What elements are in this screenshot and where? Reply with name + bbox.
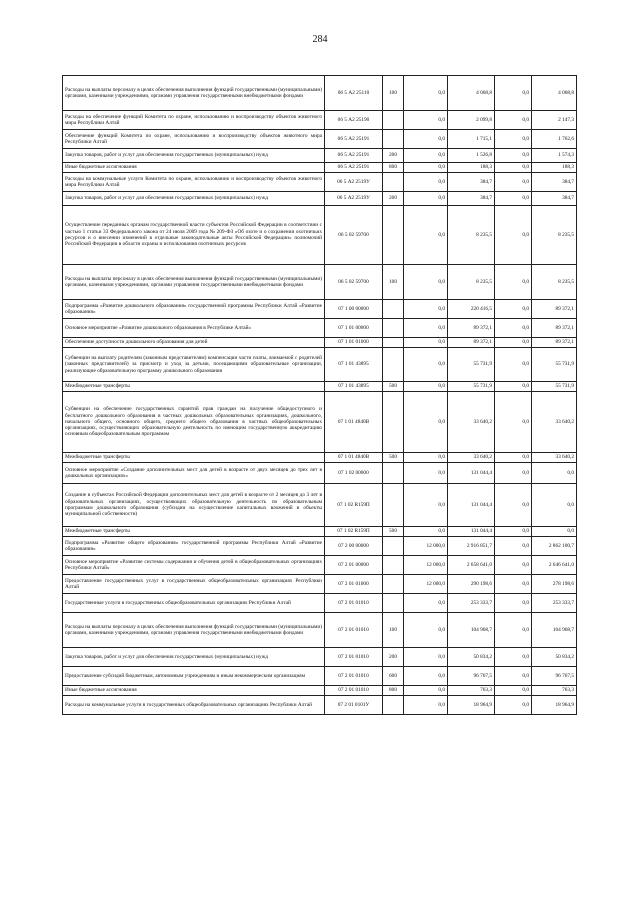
row-value-1: 0,0 bbox=[404, 265, 448, 300]
row-value-1: 0,0 bbox=[404, 338, 448, 348]
row-value-1: 0,0 bbox=[404, 130, 448, 149]
table-row bbox=[63, 594, 577, 613]
row-expense-type: 100 bbox=[383, 613, 404, 648]
table-row bbox=[63, 556, 577, 575]
row-expense-type bbox=[383, 300, 404, 319]
row-value-2: 763,3 bbox=[448, 686, 495, 696]
row-name: Межбюджетные трансферты bbox=[63, 453, 325, 463]
row-value-4: 96 767,5 bbox=[532, 667, 577, 686]
row-value-1: 12 000,0 bbox=[404, 556, 448, 575]
row-value-4: 33 640,2 bbox=[532, 392, 577, 453]
row-value-3: 0,0 bbox=[495, 173, 532, 192]
row-value-3: 0,0 bbox=[495, 265, 532, 300]
row-code: 06 5 02 59700 bbox=[325, 265, 383, 300]
row-value-4: 384,7 bbox=[532, 192, 577, 206]
row-value-1: 0,0 bbox=[404, 594, 448, 613]
row-name: Обеспечение функций Комитета по охране, использованию и воспроизводству объектов животного мира Республики Алтай bbox=[63, 130, 325, 149]
row-value-1: 0,0 bbox=[404, 173, 448, 192]
row-code: 07 2 01 0101У bbox=[325, 696, 383, 715]
row-value-2: 2 099,8 bbox=[448, 111, 495, 130]
row-value-1: 0,0 bbox=[404, 463, 448, 484]
row-value-2: 55 731,9 bbox=[448, 348, 495, 382]
row-value-1: 12 000,0 bbox=[404, 537, 448, 556]
table-row bbox=[63, 130, 577, 149]
row-expense-type bbox=[383, 537, 404, 556]
row-value-3: 0,0 bbox=[495, 192, 532, 206]
row-value-1: 0,0 bbox=[404, 453, 448, 463]
row-name: Расходы на коммунальные услуги в государственных общеобразовательных организациях Республики Алтай bbox=[63, 696, 325, 715]
row-expense-type: 800 bbox=[383, 163, 404, 173]
table-row bbox=[63, 300, 577, 319]
row-value-3: 0,0 bbox=[495, 76, 532, 111]
row-value-1: 0,0 bbox=[404, 613, 448, 648]
table-row bbox=[63, 537, 577, 556]
row-name: Расходы на выплаты персоналу в целях обеспечения выполнения функций государственными (муниципальными) органами, казенными учреждениями, органами управления государственными внебюджетными фондами bbox=[63, 76, 325, 111]
row-value-3: 0,0 bbox=[495, 300, 532, 319]
row-value-1: 0,0 bbox=[404, 348, 448, 382]
row-value-1: 12 000,0 bbox=[404, 575, 448, 594]
table-row bbox=[63, 319, 577, 338]
row-value-3: 0,0 bbox=[495, 111, 532, 130]
row-name: Предоставление субсидий бюджетным, автономным учреждениям и иным некоммерческим организациям bbox=[63, 667, 325, 686]
row-name: Иные бюджетные ассигнования bbox=[63, 163, 325, 173]
row-value-1: 0,0 bbox=[404, 686, 448, 696]
row-expense-type bbox=[383, 348, 404, 382]
row-code: 06 5 А2 25191 bbox=[325, 149, 383, 163]
row-name: Расходы на обеспечение функций Комитета по охране, использованию и воспроизводству объектов животного мира Республики Алтай bbox=[63, 111, 325, 130]
row-name: Иные бюджетные ассигнования bbox=[63, 686, 325, 696]
row-value-1: 0,0 bbox=[404, 300, 448, 319]
table-row bbox=[63, 348, 577, 382]
row-code: 06 5 А2 25191 bbox=[325, 130, 383, 149]
row-value-2: 384,7 bbox=[448, 173, 495, 192]
row-value-4: 188,3 bbox=[532, 163, 577, 173]
row-value-2: 18 964,9 bbox=[448, 696, 495, 715]
row-code: 07 1 01 00000 bbox=[325, 319, 383, 338]
row-value-4: 89 372,1 bbox=[532, 319, 577, 338]
row-name: Осуществление переданных органам государственной власти субъектов Российской Федерации в соответствии с частью 1 статьи 33 Федерального закона от 24 июля 2009 года № 209-ФЗ «Об охоте и о сохранении охотничьих ресурсов и о внесении изменений в отдельные законодательные акты Российской Федерации» полномочий Российской Федерации в области охраны и использования охотничьих ресурсов bbox=[63, 206, 325, 265]
row-value-3: 0,0 bbox=[495, 696, 532, 715]
row-value-2: 50 834,2 bbox=[448, 648, 495, 667]
table-row bbox=[63, 382, 577, 392]
row-code: 07 2 01 01010 bbox=[325, 648, 383, 667]
row-value-3: 0,0 bbox=[495, 163, 532, 173]
table-row bbox=[63, 338, 577, 348]
row-expense-type bbox=[383, 130, 404, 149]
row-code: 07 1 01 01000 bbox=[325, 338, 383, 348]
row-value-4: 33 640,2 bbox=[532, 453, 577, 463]
row-value-4: 0,0 bbox=[532, 484, 577, 527]
row-value-4: 8 235,5 bbox=[532, 206, 577, 265]
row-expense-type bbox=[383, 575, 404, 594]
row-value-3: 0,0 bbox=[495, 527, 532, 537]
row-value-3: 0,0 bbox=[495, 667, 532, 686]
row-expense-type bbox=[383, 319, 404, 338]
row-expense-type bbox=[383, 338, 404, 348]
row-value-1: 0,0 bbox=[404, 76, 448, 111]
row-value-3: 0,0 bbox=[495, 130, 532, 149]
table-row bbox=[63, 265, 577, 300]
row-code: 06 5 А2 2519У bbox=[325, 173, 383, 192]
row-code: 07 2 01 01010 bbox=[325, 594, 383, 613]
table-row bbox=[63, 163, 577, 173]
table-row bbox=[63, 111, 577, 130]
row-expense-type bbox=[383, 484, 404, 527]
row-expense-type: 500 bbox=[383, 527, 404, 537]
table-row bbox=[63, 696, 577, 715]
row-expense-type: 500 bbox=[383, 453, 404, 463]
row-value-3: 0,0 bbox=[495, 556, 532, 575]
row-code: 07 1 01 4840В bbox=[325, 392, 383, 453]
row-value-3: 0,0 bbox=[495, 537, 532, 556]
row-value-2: 131 044,4 bbox=[448, 463, 495, 484]
row-value-4: 2 862 100,7 bbox=[532, 537, 577, 556]
table-row bbox=[63, 392, 577, 453]
row-expense-type bbox=[383, 463, 404, 484]
row-value-4: 4 068,8 bbox=[532, 76, 577, 111]
row-name: Создание в субъектах Российской Федерации дополнительных мест для детей в возрасте от 2 месяцев до 3 лет в образовательных организациях, осуществляющих образовательную деятельность по образовательным программам дошкольного образования (субсидии на осуществление капитальных вложений в объекты муниципальной собственности) bbox=[63, 484, 325, 527]
row-code: 06 5 А2 2519У bbox=[325, 192, 383, 206]
table-row bbox=[63, 206, 577, 265]
row-name: Закупка товаров, работ и услуг для обеспечения государственных (муниципальных) нужд bbox=[63, 648, 325, 667]
row-value-1: 0,0 bbox=[404, 648, 448, 667]
row-code: 07 2 00 00000 bbox=[325, 537, 383, 556]
row-name: Основное мероприятие «Создание дополнительных мест для детей в возрасте от двух месяцев до трех лет в дошкольных организациях» bbox=[63, 463, 325, 484]
row-expense-type bbox=[383, 173, 404, 192]
row-code: 07 2 01 01010 bbox=[325, 667, 383, 686]
row-value-4: 50 834,2 bbox=[532, 648, 577, 667]
page-number: 284 bbox=[312, 34, 328, 45]
row-value-4: 278 198,6 bbox=[532, 575, 577, 594]
row-value-4: 2 646 641,0 bbox=[532, 556, 577, 575]
row-expense-type: 800 bbox=[383, 686, 404, 696]
row-expense-type bbox=[383, 594, 404, 613]
row-value-3: 0,0 bbox=[495, 392, 532, 453]
row-value-4: 89 372,1 bbox=[532, 338, 577, 348]
row-value-4: 1 762,6 bbox=[532, 130, 577, 149]
row-expense-type: 200 bbox=[383, 149, 404, 163]
row-value-2: 4 068,8 bbox=[448, 76, 495, 111]
row-value-2: 1 715,1 bbox=[448, 130, 495, 149]
row-expense-type bbox=[383, 696, 404, 715]
row-code: 07 1 01 4840В bbox=[325, 453, 383, 463]
row-name: Межбюджетные трансферты bbox=[63, 527, 325, 537]
row-value-3: 0,0 bbox=[495, 348, 532, 382]
row-value-2: 89 372,1 bbox=[448, 319, 495, 338]
row-expense-type: 100 bbox=[383, 76, 404, 111]
table-row bbox=[63, 192, 577, 206]
table-row bbox=[63, 149, 577, 163]
row-name: Субвенции на обеспечение государственных гарантий прав граждан на получение общедоступного и бесплатного дошкольного образования в частных дошкольных образовательных организациях, дошкольного, начального общего, основного общего, среднего общего образования в частных общеобразовательных организациях, осуществляющих образовательную деятельность по имеющим государственную аккредитацию основным общеобразовательным программам bbox=[63, 392, 325, 453]
row-code: 07 1 02 R159П bbox=[325, 527, 383, 537]
row-name: Предоставление государственных услуг в государственных общеобразовательных организациях Республики Алтай bbox=[63, 575, 325, 594]
row-value-3: 0,0 bbox=[495, 463, 532, 484]
row-code: 07 2 01 01000 bbox=[325, 575, 383, 594]
row-value-3: 0,0 bbox=[495, 338, 532, 348]
row-name: Закупка товаров, работ и услуг для обеспечения государственных (муниципальных) нужд bbox=[63, 192, 325, 206]
row-value-2: 33 640,2 bbox=[448, 453, 495, 463]
row-value-4: 1 574,3 bbox=[532, 149, 577, 163]
row-value-4: 253 333,7 bbox=[532, 594, 577, 613]
row-name: Расходы на выплаты персоналу в целях обеспечения выполнения функций государственными (муниципальными) органами, казенными учреждениями, органами управления государственными внебюджетными фондами bbox=[63, 613, 325, 648]
row-value-3: 0,0 bbox=[495, 382, 532, 392]
row-value-1: 0,0 bbox=[404, 696, 448, 715]
row-name: Закупка товаров, работ и услуг для обеспечения государственных (муниципальных) нужд bbox=[63, 149, 325, 163]
row-value-1: 0,0 bbox=[404, 163, 448, 173]
row-value-1: 0,0 bbox=[404, 667, 448, 686]
row-value-2: 55 731,9 bbox=[448, 382, 495, 392]
row-value-2: 220 416,5 bbox=[448, 300, 495, 319]
row-value-2: 104 968,7 bbox=[448, 613, 495, 648]
row-value-1: 0,0 bbox=[404, 111, 448, 130]
row-expense-type bbox=[383, 111, 404, 130]
row-name: Основное мероприятие «Развитие дошкольного образования в Республике Алтай» bbox=[63, 319, 325, 338]
row-value-1: 0,0 bbox=[404, 149, 448, 163]
row-expense-type: 600 bbox=[383, 667, 404, 686]
row-code: 06 5 02 59700 bbox=[325, 206, 383, 265]
row-value-2: 2 916 851,7 bbox=[448, 537, 495, 556]
row-value-1: 0,0 bbox=[404, 319, 448, 338]
row-code: 06 5 А2 25190 bbox=[325, 111, 383, 130]
row-value-2: 131 044,4 bbox=[448, 484, 495, 527]
row-value-1: 0,0 bbox=[404, 527, 448, 537]
row-value-2: 1 526,8 bbox=[448, 149, 495, 163]
row-value-2: 8 235,5 bbox=[448, 206, 495, 265]
row-value-2: 8 235,5 bbox=[448, 265, 495, 300]
row-value-3: 0,0 bbox=[495, 648, 532, 667]
row-value-2: 2 658 641,0 bbox=[448, 556, 495, 575]
table-row bbox=[63, 667, 577, 686]
row-expense-type bbox=[383, 556, 404, 575]
row-code: 07 2 01 01010 bbox=[325, 686, 383, 696]
row-value-2: 384,7 bbox=[448, 192, 495, 206]
row-value-1: 0,0 bbox=[404, 392, 448, 453]
table-row bbox=[63, 173, 577, 192]
row-value-2: 131 044,4 bbox=[448, 527, 495, 537]
row-value-2: 188,3 bbox=[448, 163, 495, 173]
row-expense-type: 100 bbox=[383, 265, 404, 300]
row-value-4: 384,7 bbox=[532, 173, 577, 192]
row-code: 07 1 00 00000 bbox=[325, 300, 383, 319]
row-code: 07 1 02 00000 bbox=[325, 463, 383, 484]
table-row bbox=[63, 613, 577, 648]
row-name: Субвенции на выплату родителям (законным представителям) компенсации части платы, взимаемой с родителей (законных представителей) за присмотр и уход за детьми, посещающими образовательные организации, реализующие образовательную программу дошкольного образования bbox=[63, 348, 325, 382]
row-value-4: 89 372,1 bbox=[532, 300, 577, 319]
row-name: Обеспечение доступности дошкольного образования для детей bbox=[63, 338, 325, 348]
row-value-2: 96 767,5 bbox=[448, 667, 495, 686]
row-code: 07 1 01 43895 bbox=[325, 348, 383, 382]
table-row bbox=[63, 648, 577, 667]
row-value-3: 0,0 bbox=[495, 319, 532, 338]
budget-table bbox=[62, 75, 577, 715]
table-row bbox=[63, 463, 577, 484]
row-value-3: 0,0 bbox=[495, 206, 532, 265]
row-expense-type: 500 bbox=[383, 382, 404, 392]
row-code: 06 5 А2 25110 bbox=[325, 76, 383, 111]
row-code: 06 5 А2 25191 bbox=[325, 163, 383, 173]
row-name: Государственные услуги в государственных общеобразовательных организациях Республики Алтай bbox=[63, 594, 325, 613]
row-value-3: 0,0 bbox=[495, 594, 532, 613]
row-value-3: 0,0 bbox=[495, 149, 532, 163]
row-value-3: 0,0 bbox=[495, 484, 532, 527]
row-value-1: 0,0 bbox=[404, 192, 448, 206]
row-value-4: 763,3 bbox=[532, 686, 577, 696]
row-value-3: 0,0 bbox=[495, 613, 532, 648]
table-row bbox=[63, 453, 577, 463]
row-expense-type: 200 bbox=[383, 192, 404, 206]
table-row bbox=[63, 527, 577, 537]
row-value-4: 2 147,3 bbox=[532, 111, 577, 130]
row-value-4: 104 968,7 bbox=[532, 613, 577, 648]
row-name: Подпрограмма «Развитие дошкольного образования» государственной программы Республики Алтай «Развитие образования» bbox=[63, 300, 325, 319]
row-value-1: 0,0 bbox=[404, 484, 448, 527]
row-value-3: 0,0 bbox=[495, 575, 532, 594]
row-value-4: 18 964,9 bbox=[532, 696, 577, 715]
row-code: 07 1 01 43895 bbox=[325, 382, 383, 392]
row-value-4: 0,0 bbox=[532, 527, 577, 537]
row-value-2: 89 372,1 bbox=[448, 338, 495, 348]
row-code: 07 2 01 01010 bbox=[325, 613, 383, 648]
row-code: 07 2 01 00000 bbox=[325, 556, 383, 575]
row-value-3: 0,0 bbox=[495, 453, 532, 463]
row-value-3: 0,0 bbox=[495, 686, 532, 696]
row-expense-type bbox=[383, 206, 404, 265]
table-row bbox=[63, 484, 577, 527]
row-name: Подпрограмма «Развитие общего образования» государственной программы Республики Алтай «Развитие образования» bbox=[63, 537, 325, 556]
row-expense-type: 200 bbox=[383, 648, 404, 667]
row-value-1: 0,0 bbox=[404, 206, 448, 265]
row-value-1: 0,0 bbox=[404, 382, 448, 392]
row-value-2: 253 333,7 bbox=[448, 594, 495, 613]
row-name: Основное мероприятие «Развитие системы содержания и обучения детей в общеобразовательных организациях Республики Алтай» bbox=[63, 556, 325, 575]
row-name: Расходы на коммунальные услуги Комитета по охране, использованию и воспроизводству объектов животного мира Республики Алтай bbox=[63, 173, 325, 192]
row-value-4: 55 731,9 bbox=[532, 382, 577, 392]
budget-table-body bbox=[63, 76, 577, 715]
row-name: Расходы на выплаты персоналу в целях обеспечения выполнения функций государственными (муниципальными) органами, казенными учреждениями, органами управления государственными внебюджетными фондами bbox=[63, 265, 325, 300]
row-value-4: 0,0 bbox=[532, 463, 577, 484]
table-row bbox=[63, 686, 577, 696]
row-value-4: 55 731,9 bbox=[532, 348, 577, 382]
row-value-2: 290 198,6 bbox=[448, 575, 495, 594]
row-value-2: 33 640,2 bbox=[448, 392, 495, 453]
table-row bbox=[63, 76, 577, 111]
row-expense-type bbox=[383, 392, 404, 453]
table-row bbox=[63, 575, 577, 594]
row-value-4: 8 235,5 bbox=[532, 265, 577, 300]
row-name: Межбюджетные трансферты bbox=[63, 382, 325, 392]
row-code: 07 1 02 R159П bbox=[325, 484, 383, 527]
